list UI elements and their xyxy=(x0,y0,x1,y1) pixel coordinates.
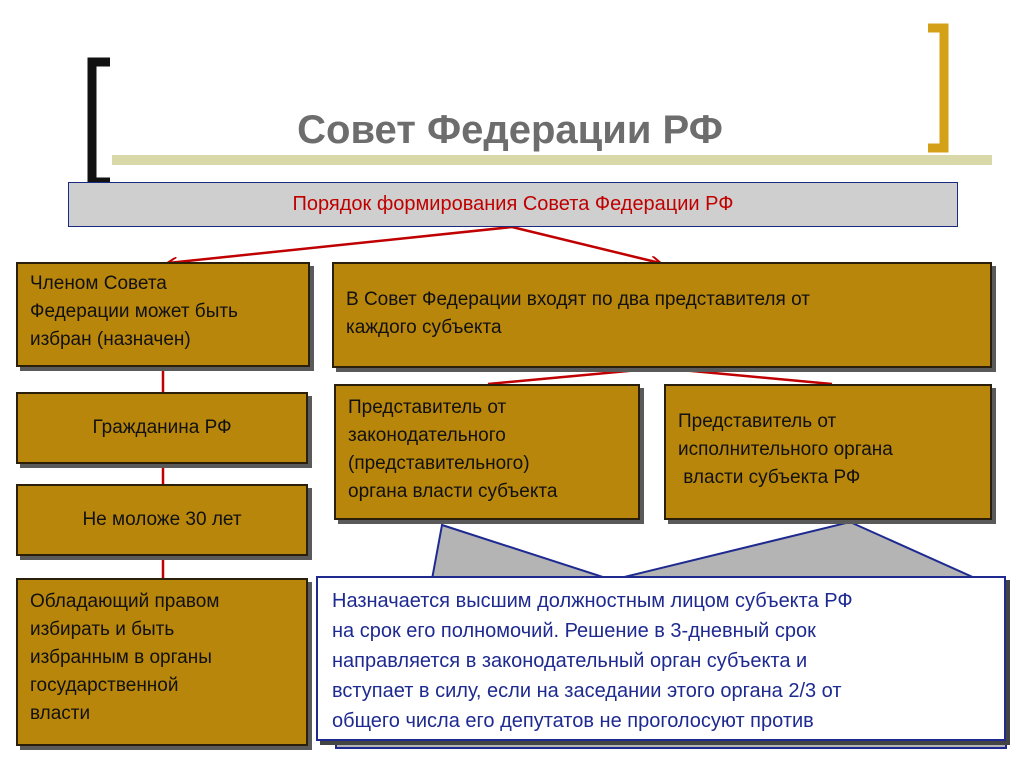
suffrage-line: избирать и быть xyxy=(30,619,175,640)
legislative-rep-box xyxy=(334,384,640,520)
branch-to-legislative xyxy=(488,368,660,384)
legislative-rep-line: органа власти субъекта xyxy=(348,481,558,502)
info-line: общего числа его депутатов не проголосуют против xyxy=(332,710,814,732)
arrow-to-right-column xyxy=(512,227,660,263)
suffrage-line: избранным в органы xyxy=(30,647,212,668)
info-line: на срок его полномочий. Решение в 3-дневный срок xyxy=(332,620,816,642)
member-box-line: Федерации может быть xyxy=(30,301,238,322)
page-title: Совет Федерации РФ xyxy=(297,108,723,152)
composition-line: каждого субъекта xyxy=(346,317,502,338)
executive-rep-line: власти субъекта РФ xyxy=(678,467,861,488)
member-box xyxy=(16,262,310,367)
age-text: Не моложе 30 лет xyxy=(82,509,242,530)
member-box-line: избран (назначен) xyxy=(30,329,191,350)
legislative-rep-line: Представитель от xyxy=(348,397,507,418)
composition-box xyxy=(332,262,992,368)
suffrage-line: власти xyxy=(30,703,91,724)
executive-rep-line: исполнительного органа xyxy=(678,439,893,460)
info-line: Назначается высшим должностным лицом субъекта РФ xyxy=(332,590,853,612)
suffrage-line: Обладающий правом xyxy=(30,591,220,612)
title-underline-bar xyxy=(112,155,992,165)
citizen-box xyxy=(16,392,308,464)
suffrage-line: государственной xyxy=(30,675,179,696)
legislative-rep-line: законодательного xyxy=(348,425,506,446)
suffrage-box xyxy=(16,578,308,746)
age-box xyxy=(16,484,308,556)
executive-rep-box xyxy=(664,384,992,520)
right-bracket-icon xyxy=(928,28,944,148)
member-box-line: Членом Совета xyxy=(30,273,167,294)
branch-to-executive xyxy=(660,368,832,384)
executive-rep-line: Представитель от xyxy=(678,411,837,432)
info-line: направляется в законодательный орган субъекта и xyxy=(332,650,808,672)
arrow-to-left-column xyxy=(168,227,512,263)
legislative-rep-line: (представительного) xyxy=(348,453,530,474)
header-box: Порядок формирования Совета Федерации РФ xyxy=(68,182,958,227)
citizen-text: Гражданина РФ xyxy=(92,417,232,438)
composition-line: В Совет Федерации входят по два представителя от xyxy=(346,289,810,310)
left-bracket-icon xyxy=(92,62,110,182)
appointment-info-box xyxy=(316,576,1006,741)
info-line: вступает в силу, если на заседании этого органа 2/3 от xyxy=(332,680,842,702)
